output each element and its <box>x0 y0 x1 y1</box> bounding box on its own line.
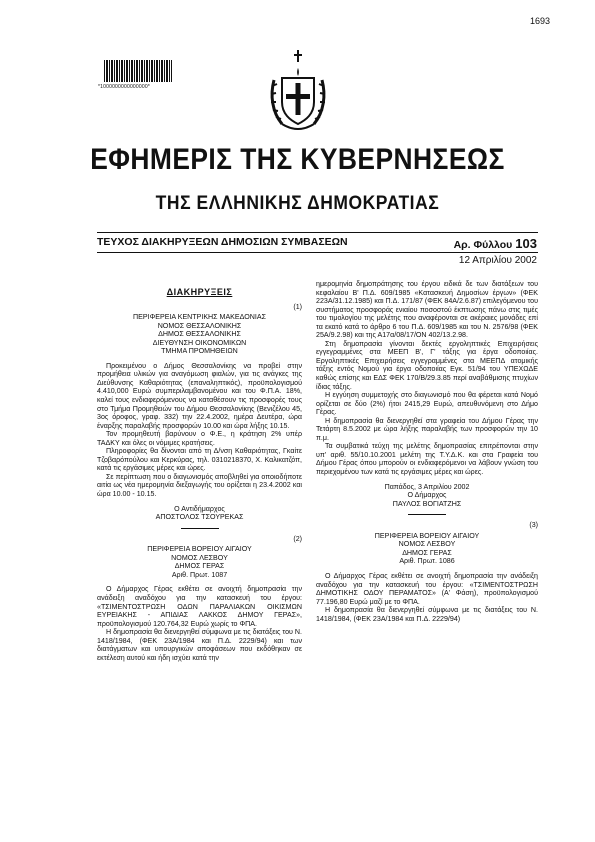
issue-number-block <box>454 236 537 251</box>
signature-name: ΑΠΟΣΤΟΛΟΣ ΤΣΟΥΡΕΚΑΣ <box>155 513 244 522</box>
paragraph: Σε περίπτωση που ο διαγωνισμός αποβληθεί για οποιοδήποτε αιτία ως νέα ημερομηνία διεξαγωγής του ορίζεται η 23.4.2002 και ώρα 10.00 - 10.15. <box>97 472 302 499</box>
paragraph: Τον προμηθευτή βαρύνουν ο Φ.Ε., η κράτηση 2% υπέρ ΤΑΔΚΥ και όλες οι νόμιμες κρατήσεις. <box>97 430 302 447</box>
issue-label: Αρ. Φύλλου <box>453 239 513 251</box>
signature-role: Ο Δήμαρχος <box>407 491 447 500</box>
separator <box>408 514 446 515</box>
heading-line: ΔΗΜΟΣ ΓΕΡΑΣ <box>174 562 225 571</box>
heading-line: ΔΗΜΟΣ ΓΕΡΑΣ <box>402 548 452 557</box>
heading-line: ΔΗΜΟΣ ΘΕΣΣΑΛΟΝΙΚΗΣ <box>158 330 241 339</box>
paragraph: Η δημοπρασία θα διενεργηθεί σύμφωνα με τις διατάξεις του Ν. 1418/1984, (ΦΕΚ 23Α/1984 και Π.Δ. 2229/94) <box>316 606 538 623</box>
paragraph: Η δημοπρασία θα διενεργηθεί σύμφωνα με τις διατάξεις του Ν. 1418/1984, (ΦΕΚ 23Α/1984 και Π.Δ. 2229/94) και των διατάγματων και υπουργικών αποφάσεων που εκδόθηκαν σε εκτέλεση αυτού και ήδη ισχύει κατά την <box>97 628 302 662</box>
heading-line: Αριθ. Πρωτ. 1087 <box>171 570 228 579</box>
signature <box>316 483 538 509</box>
heading-line: Αριθ. Πρωτ. 1086 <box>399 557 455 566</box>
issue-line <box>97 236 537 251</box>
heading-line: ΝΟΜΟΣ ΛΕΣΒΟΥ <box>171 553 228 562</box>
paragraph: ημερομηνία δημοπράτησης του έργου ειδικά δε των διατάξεων του κεφαλαίου Β' Π.Δ. 609/1985 «Κατασκευή Δημοσίων έργων» (ΦΕΚ 223Α/31.12.1985) και Π.Δ. 171/87 (ΦΕΚ 84Α/2.6.87) επιλεγόμενου του συστήματος προσφοράς ενιαίου ποσοστού έκπτωσης πάνω στις τιμές του τιμολογίου της μελέτης που αναφέρονται σε ακέραιες μονάδες επί τα εκατό κατά το άρθρο 6 του Π.Δ. 609/1985 και του Ν. 2576/98 (ΦΕΚ 25Α/9.2.98) και της Α17α/08/17/ΟΝ 402/13.2.98. <box>316 280 538 340</box>
signature-name: ΠΑΥΛΟΣ ΒΟΓΙΑΤΖΗΣ <box>392 499 462 508</box>
paragraph: Ο Δήμαρχος Γέρας εκθέτει σε ανοιχτή δημοπρασία την ανάδειξη αναδόχου για την κατασκευή του έργου: «ΤΣΙΜΕΝΤΟΣΤΡΩΣΗ ΟΔΩΝ ΠΑΡΑΛΙΑΚΩΝ ΟΙΚΙΣΜΩΝ ΕΥΡΕΙΑΚΗΣ - ΑΠΙΔΙΑΣ ΛΑΚΚΟΣ ΔΗΜΟΥ ΓΕΡΑΣ», προϋπολογισμού 120.764,32 Ευρώ χωρίς το ΦΠΑ. <box>97 585 302 628</box>
greek-coat-of-arms-icon <box>268 50 328 135</box>
notice-heading <box>316 532 538 566</box>
right-column <box>316 280 538 623</box>
paragraph: Προκειμένου ο Δήμος Θεσσαλονίκης να προβεί στην προμήθεια υλικών για αναγόμωση φιαλών, για τις ανάγκες της Διεύθυνσης Καθαριότητας (επαναληπτικός), προϋπολογισμού 4.410,000 Ευρώ συμπεριλαμβανομένου και του Φ.Π.Α. 18%, καλεί τους ενδιαφερόμενους να καταθέσουν τις προσφορές τους στο Τμήμα Προμηθειών του Δήμου Θεσσαλονίκης (Βενιζέλου 45, 3ος όροφος, γραφ. 332) την 22.4.2002, ημέρα Δευτέρα, ώρα έναρξης παραλαβής προσφορών 10.00 και ώρα λήξης 10.15. <box>97 361 302 430</box>
notice-number: (2) <box>293 534 302 543</box>
heading-line: ΠΕΡΙΦΕΡΕΙΑ ΚΕΝΤΡΙΚΗΣ ΜΑΚΕΔΟΝΙΑΣ <box>133 313 266 322</box>
signature <box>97 505 302 522</box>
paragraph: Η δημοπρασία θα διενεργηθεί στα γραφεία του Δήμου Γέρας την Τετάρτη 8.5.2002 με ώρα λήξης παραλαβής των προσφορών την 10 π.μ. <box>316 416 538 442</box>
paragraph: Τα συμβατικά τεύχη της μελέτης δημοπρασίας επιτρέπονται στην υπ' αριθ. 55/10.10.2001 μελέτη της Τ.Υ.Δ.Κ. και στα Γραφεία του Δήμου Γέρας όπου μπορούν οι ενδιαφερόμενοι να λάβουν γνώση του περιεχομένου των κατά τις εργάσιμες μέρες και ώρες. <box>316 442 538 477</box>
notice-heading <box>97 545 302 579</box>
paragraph: Ο Δήμαρχος Γέρας εκθέτει σε ανοιχτή δημοπρασία την ανάδειξη αναδόχου για την κατασκευή του έργου: «ΤΣΙΜΕΝΤΟΣΤΡΩΣΗ ΔΗΜΟΤΙΚΗΣ ΟΔΟΥ ΠΕΡΑΜΑΤΟΣ» (Α' Φάση), προϋπολογισμού 77.196,80 Ευρώ μαζί με το ΦΠΑ. <box>316 571 538 606</box>
left-column <box>97 288 302 662</box>
section-title: ΔΙΑΚΗΡΥΞΕΙΣ <box>166 287 233 297</box>
heading-line: ΔΙΕΥΘΥΝΣΗ ΟΙΚΟΝΟΜΙΚΩΝ <box>152 338 247 347</box>
notice-number: (1) <box>293 302 302 311</box>
separator <box>181 528 219 529</box>
paragraph: Η εγγύηση συμμετοχής στο διαγωνισμό που θα φέρεται κατά Νομό ορίζεται σε δύο (2%) ήτοι 2415,29 Ευρώ, απευθυνόμενη στο Δήμο Γέρας. <box>316 391 538 417</box>
page-subtitle: ΤΗΣ ΕΛΛΗΝΙΚΗΣ ΔΗΜΟΚΡΑΤΙΑΣ <box>155 193 440 214</box>
divider <box>97 252 538 253</box>
heading-line: ΠΕΡΙΦΕΡΕΙΑ ΒΟΡΕΙΟΥ ΑΙΓΑΙΟΥ <box>147 545 252 554</box>
notice-number: (3) <box>529 521 538 530</box>
page-number: 1693 <box>529 16 550 26</box>
signature-place-date: Παπάδος, 3 Απριλίου 2002 <box>384 482 470 491</box>
paragraph: Στη δημοπρασία γίνονται δεκτές εργοληπτικές Επιχειρήσεις εγγεγραμμένες στα ΜΕΕΠ Β', Γ' τάξης για έργα οδοποιίας. Εργοληπτικές Επιχειρήσεις εγγεγραμμένες στα ΜΕΕΠΔ ατομικής τάξης εντός Νομού για έργα οδοποιίας Εγκ. 51/94 του ΥΠΕΧΩΔΕ καθώς επίσης και ΕΔΣ ΦΕΚ 170/Β/29.3.85 περί αναβάθμισης πτυχίων ίδιας τάξης. <box>316 339 538 391</box>
signature-role: Ο Αντιδήμαρχος <box>174 504 225 513</box>
series-label: ΤΕΥΧΟΣ ΔΙΑΚΗΡΥΞΕΩΝ ΔΗΜΟΣΙΩΝ ΣΥΜΒΑΣΕΩΝ <box>97 236 348 248</box>
barcode-text: *1000000000000000* <box>98 84 150 90</box>
page-title: ΕΦΗΜΕΡΙΣ ΤΗΣ ΚΥΒΕΡΝΗΣΕΩΣ <box>90 143 505 176</box>
issue-date: 12 Απριλίου 2002 <box>458 255 537 266</box>
barcode-icon <box>104 60 172 82</box>
heading-line: ΝΟΜΟΣ ΛΕΣΒΟΥ <box>398 540 456 549</box>
paragraph: Πληροφορίες θα δίνονται από τη Δ/νση Καθαριότητας, Γκαίτε Τζοβαρόπούλου και Κερκύρας, τηλ. 0310218370, Χ. Καλικατζόπ, κατά τις εργάσιμες μέρες και ώρες. <box>97 447 302 473</box>
heading-line: ΤΜΗΜΑ ΠΡΟΜΗΘΕΙΩΝ <box>161 347 238 356</box>
notice-heading <box>97 313 302 356</box>
heading-line: ΠΕΡΙΦΕΡΕΙΑ ΒΟΡΕΙΟΥ ΑΙΓΑΙΟΥ <box>374 531 480 540</box>
heading-line: ΝΟΜΟΣ ΘΕΣΣΑΛΟΝΙΚΗΣ <box>157 321 242 330</box>
issue-number: 103 <box>515 236 537 251</box>
divider <box>97 232 538 233</box>
